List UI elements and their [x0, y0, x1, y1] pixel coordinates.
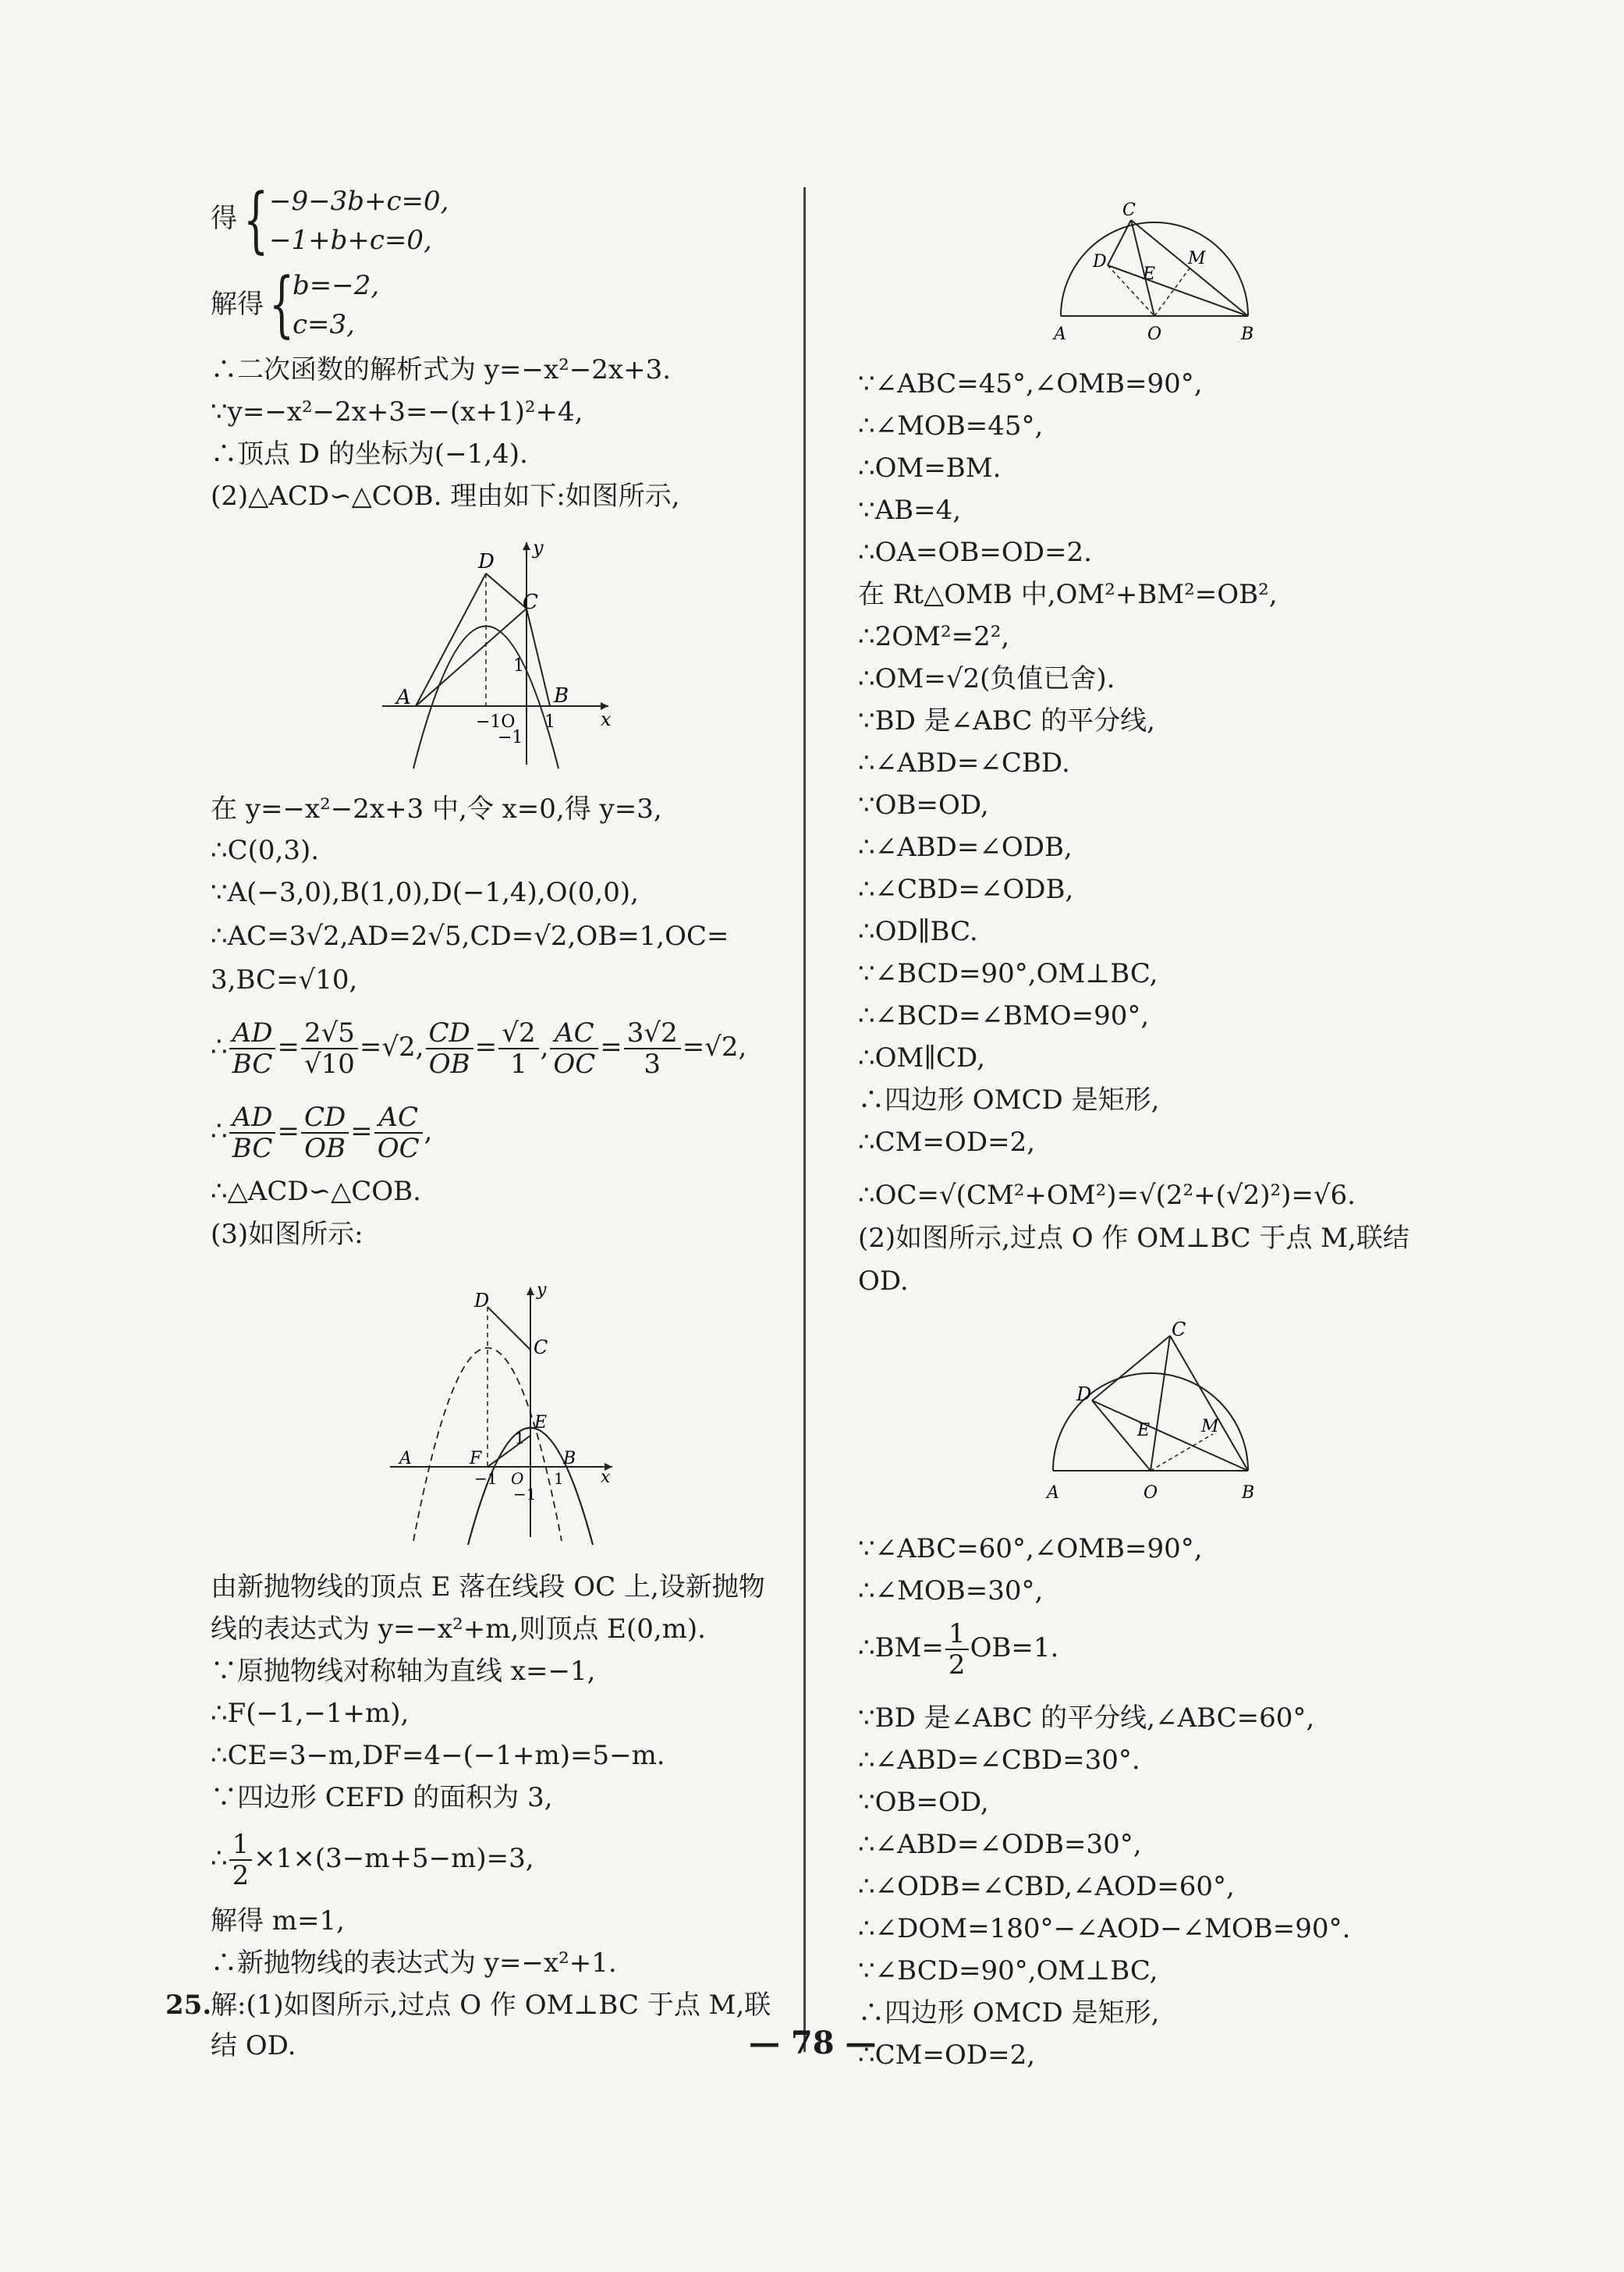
solution-line: ∵OB=OD,: [858, 1787, 989, 1818]
solution-line: ∴OM=√2(负值已舍).: [858, 663, 1115, 694]
fig2-label-F: F: [470, 1449, 482, 1468]
para-4: ∴F(−1,−1+m),: [211, 1698, 410, 1729]
para-1: 由新抛物线的顶点 E 落在线段 OC 上,设新抛物: [211, 1571, 765, 1603]
fig2-label-m1: −1: [474, 1469, 498, 1488]
fig2-label-C: C: [534, 1337, 548, 1358]
solution-line: ∴CM=OD=2,: [858, 2039, 1036, 2071]
solution-line: ∵∠ABC=45°,∠OMB=90°,: [858, 368, 1203, 399]
line-let: 在 y=−x²−2x+3 中,令 x=0,得 y=3,: [211, 793, 662, 825]
system2-prefix: 解得: [211, 289, 264, 320]
fig1-label-y: y: [533, 537, 544, 559]
para-2: 线的表达式为 y=−x²+m,则顶点 E(0,m).: [211, 1613, 706, 1645]
fig4-label-C: C: [1172, 1319, 1186, 1340]
system1-prefix: 得: [211, 203, 237, 234]
solution-line: ∴∠CBD=∠ODB,: [858, 874, 1074, 905]
fig3-label-D: D: [1093, 252, 1107, 272]
fig1-label-1: 1: [513, 656, 524, 676]
solution-line: ∴∠ABD=∠ODB,: [858, 832, 1073, 863]
fig3-label-B: B: [1241, 325, 1254, 343]
fig2-label-B: B: [563, 1449, 576, 1468]
line-oc: ∴OC=√(CM²+OM²)=√(2²+(√2)²)=√6.: [858, 1180, 1356, 1211]
fig4-label-D: D: [1076, 1383, 1092, 1405]
system1-eq1: −9−3b+c=0,: [269, 186, 449, 217]
fig2-label-D: D: [474, 1290, 490, 1312]
line-bc: 3,BC=√10,: [211, 964, 358, 996]
line-similar: ∴△ACD∽△COB.: [211, 1176, 421, 1207]
solution-line: ∴OM=BM.: [858, 453, 1002, 484]
line-points: ∵A(−3,0),B(1,0),D(−1,4),O(0,0),: [211, 877, 639, 908]
fig2-label-A: A: [399, 1449, 412, 1468]
question-25-line2: 结 OD.: [211, 2030, 296, 2061]
para-5: ∴CE=3−m,DF=4−(−1+m)=5−m.: [211, 1740, 665, 1771]
solution-line: ∵BD 是∠ABC 的平分线,∠ABC=60°,: [858, 1702, 1315, 1734]
solution-line: ∴∠ABD=∠ODB=30°,: [858, 1829, 1142, 1860]
solution-line: ∴∠DOM=180°−∠AOD−∠MOB=90°.: [858, 1913, 1351, 1944]
fig1-label-x: x: [601, 708, 612, 730]
fig1-label-C: C: [523, 591, 538, 614]
line-lengths: ∴AC=3√2,AD=2√5,CD=√2,OB=1,OC=: [211, 921, 729, 952]
solution-line: ∵OB=OD,: [858, 790, 989, 821]
fig2-label-neg1: −1: [513, 1485, 537, 1503]
fig2-label-O: O: [511, 1469, 524, 1488]
fig3-label-A: A: [1054, 325, 1066, 343]
question-25-number: 25.: [165, 1990, 212, 2021]
solution-line: ∴四边形 OMCD 是矩形,: [858, 1997, 1160, 2029]
fig3-label-E: E: [1143, 264, 1156, 284]
fig3-label-O: O: [1147, 325, 1162, 343]
fig4-label-M: M: [1201, 1417, 1219, 1436]
column-divider: [803, 187, 806, 2052]
fig4-label-O: O: [1144, 1483, 1158, 1503]
solution-line: 在 Rt△OMB 中,OM²+BM²=OB²,: [858, 579, 1278, 610]
fig4-label-A: A: [1047, 1483, 1059, 1503]
figure-parabola-2: [382, 1272, 624, 1553]
solution-line: ∴∠ABD=∠CBD.: [858, 747, 1070, 779]
solution-line: ∴OA=OB=OD=2.: [858, 537, 1092, 568]
fig1-label-one-b: 1: [544, 712, 555, 732]
para-8: ∴新抛物线的表达式为 y=−x²+1.: [211, 1947, 617, 1979]
ratio-line-1: ∴ $\frac{AD}{BC}$ = $\frac{2√5}{√10}$ =√2, $\frac{CD}{OB}$ = $\frac{√2}{1}$ , $\frac{AC}{OC}$ = $\frac{3√2}{3}$ =√2,: [211, 1017, 747, 1080]
para-6: ∵四边形 CEFD 的面积为 3,: [211, 1782, 553, 1813]
solution-line: ∵∠BCD=90°,OM⊥BC,: [858, 958, 1158, 989]
line-part2: (2)△ACD∽△COB. 理由如下:如图所示,: [211, 481, 680, 512]
figure-semicircle-1: [1041, 195, 1268, 343]
fig1-label-neg1o: −1O: [476, 712, 516, 732]
figure-semicircle-2: [1037, 1319, 1271, 1506]
solution-line: ∴∠ABD=∠CBD=30°.: [858, 1745, 1140, 1776]
line-part2-right-b: OD.: [858, 1266, 909, 1297]
line-bm: ∴BM= $\frac{1}{2}$ OB=1.: [858, 1618, 1059, 1681]
area-equation: ∴ $\frac{1}{2}$ ×1×(3−m+5−m)=3,: [211, 1829, 534, 1891]
line-part3: (3)如图所示:: [211, 1219, 363, 1250]
system1-eq2: −1+b+c=0,: [269, 225, 432, 256]
ratio-line-2: ∴ $\frac{AD}{BC}$ = $\frac{CD}{OB}$ = $\frac{AC}{OC}$ ,: [211, 1102, 433, 1164]
fig3-label-C: C: [1122, 201, 1136, 220]
system2-eq1: b=−2,: [293, 270, 380, 301]
solution-line: ∵∠BCD=90°,OM⊥BC,: [858, 1955, 1158, 1986]
question-25-line1: 解:(1)如图所示,过点 O 作 OM⊥BC 于点 M,联: [211, 1990, 771, 2021]
fig2-label-1: 1: [515, 1429, 525, 1447]
solution-line: ∴∠ODB=∠CBD,∠AOD=60°,: [858, 1871, 1235, 1902]
solution-line: ∵AB=4,: [858, 495, 962, 526]
solution-line: ∴∠MOB=45°,: [858, 410, 1044, 442]
solution-line: ∴CM=OD=2,: [858, 1127, 1036, 1158]
fig1-label-D: D: [478, 550, 495, 573]
line-c: ∴C(0,3).: [211, 835, 320, 866]
fig2-label-1b: 1: [554, 1469, 564, 1488]
fig2-label-y: y: [537, 1280, 547, 1300]
brace-2: {: [269, 262, 295, 346]
solution-line: ∴∠BCD=∠BMO=90°,: [858, 1000, 1150, 1031]
line-vertex: ∴顶点 D 的坐标为(−1,4).: [211, 438, 528, 470]
line-part2-right-a: (2)如图所示,过点 O 作 OM⊥BC 于点 M,联结: [858, 1223, 1409, 1254]
fig2-label-x: x: [601, 1468, 611, 1487]
fig2-label-E: E: [534, 1413, 548, 1432]
fig1-label-negone: −1: [498, 728, 523, 747]
solution-line: ∴四边形 OMCD 是矩形,: [858, 1085, 1160, 1116]
figure-parabola-1: [374, 531, 624, 772]
fig4-label-E: E: [1137, 1421, 1151, 1440]
solution-line: ∴2OM²=2²,: [858, 621, 1010, 652]
solution-line: ∴OM∥CD,: [858, 1042, 985, 1074]
fig3-label-M: M: [1188, 249, 1206, 268]
line-r2a: ∵∠ABC=60°,∠OMB=90°,: [858, 1533, 1203, 1564]
para-7: 解得 m=1,: [211, 1905, 345, 1937]
solution-line: ∵BD 是∠ABC 的平分线,: [858, 705, 1155, 737]
line-r2b: ∴∠MOB=30°,: [858, 1575, 1044, 1606]
fig1-label-B: B: [554, 684, 569, 708]
para-3: ∵原抛物线对称轴为直线 x=−1,: [211, 1656, 596, 1687]
system2-eq2: c=3,: [293, 309, 355, 340]
solution-line: ∴OD∥BC.: [858, 916, 978, 947]
fig1-label-A: A: [396, 686, 411, 709]
line-vertex-form: ∵y=−x²−2x+3=−(x+1)²+4,: [211, 396, 583, 428]
page-number: — 78 —: [749, 2025, 877, 2061]
line-analytic: ∴二次函数的解析式为 y=−x²−2x+3.: [211, 354, 672, 385]
brace-1: {: [243, 178, 269, 261]
fig4-label-B: B: [1242, 1483, 1255, 1503]
